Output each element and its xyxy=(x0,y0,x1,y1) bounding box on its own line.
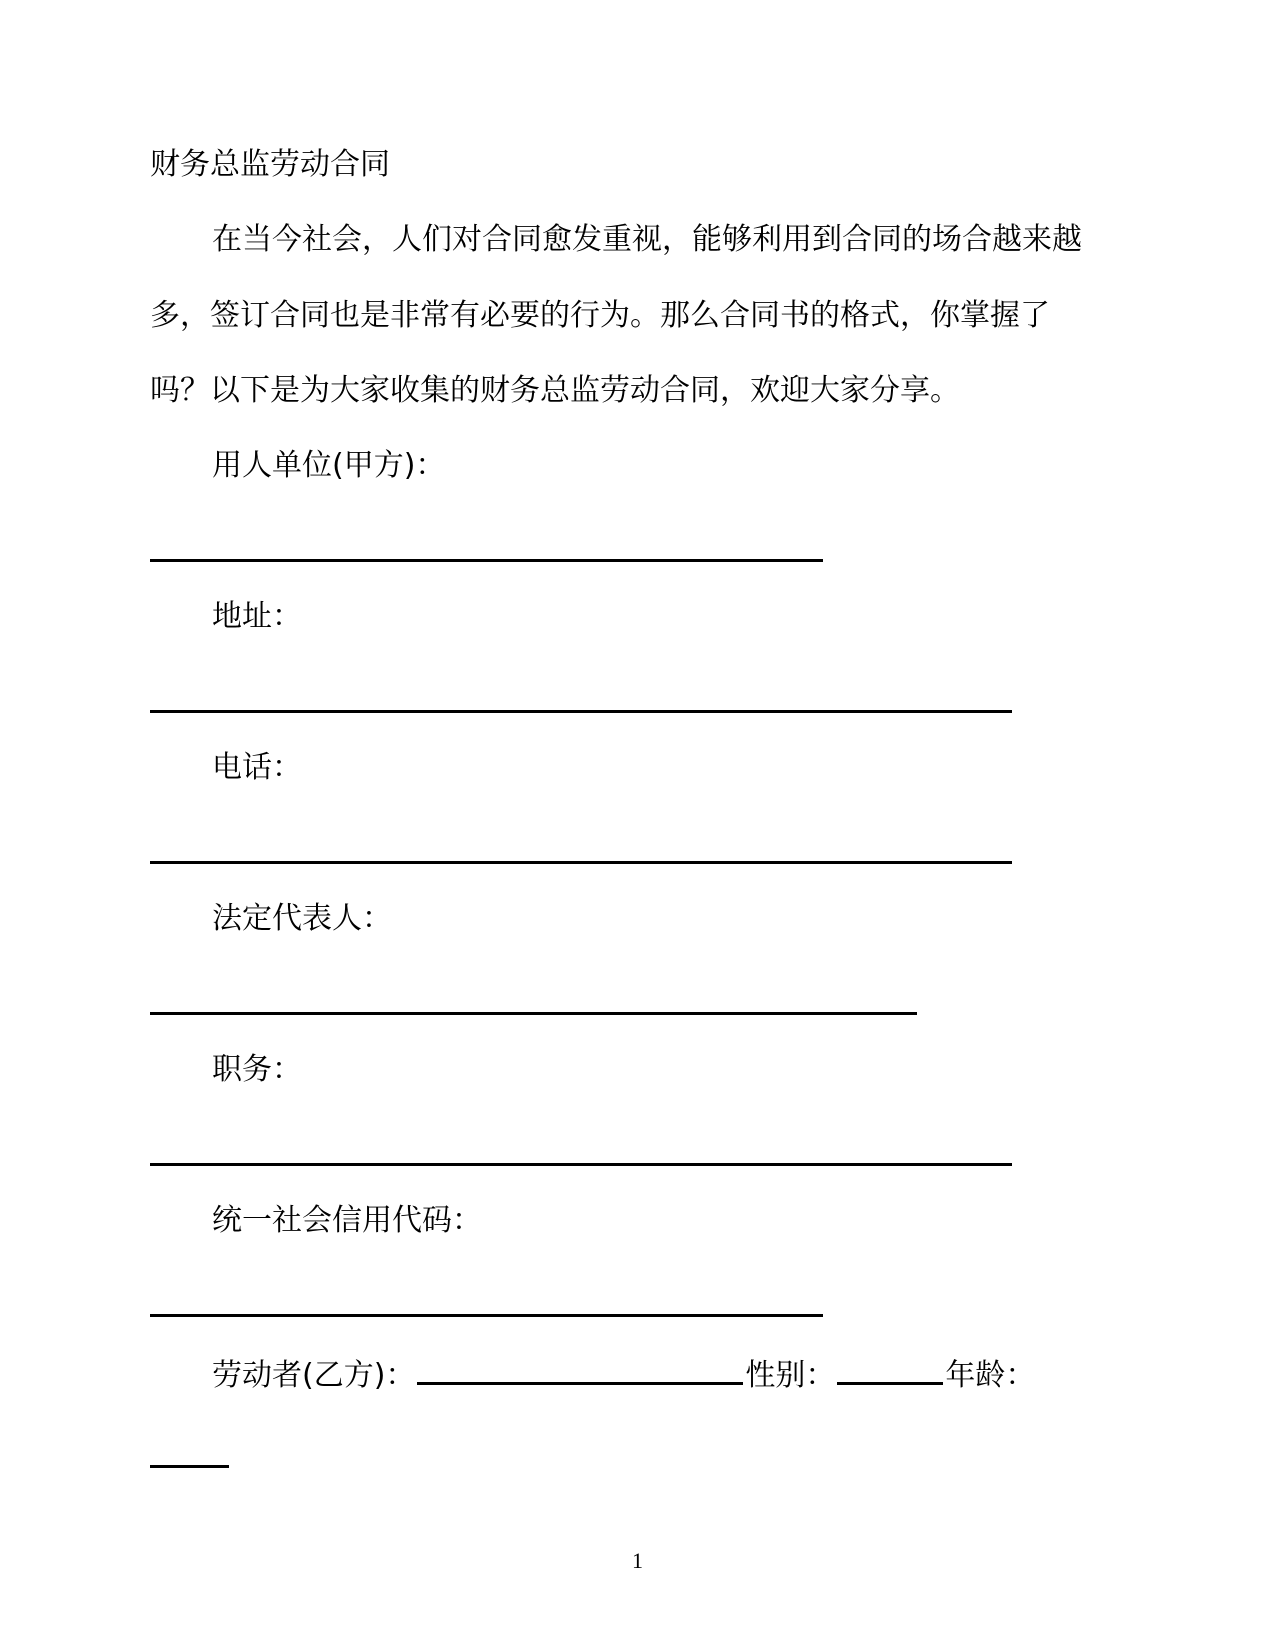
worker-blank-line xyxy=(417,1354,743,1385)
gender-label: 性别： xyxy=(745,1358,836,1393)
phone-blank-line xyxy=(150,861,1012,864)
age-label: 年龄： xyxy=(945,1358,1036,1393)
intro-line-2: 多，签订合同也是非常有必要的行为。那么合同书的格式，你掌握了 xyxy=(150,298,1050,333)
phone-label: 电话： xyxy=(212,750,302,785)
intro-line-3: 吗？以下是为大家收集的财务总监劳动合同，欢迎大家分享。 xyxy=(150,373,960,408)
worker-row xyxy=(212,1354,1035,1394)
address-label: 地址： xyxy=(212,599,302,634)
position-blank-line xyxy=(150,1163,1012,1166)
worker-label: 劳动者(乙方)： xyxy=(212,1358,416,1393)
credit-code-blank-line xyxy=(150,1314,823,1317)
employer-label: 用人单位(甲方)： xyxy=(212,448,446,483)
document-title: 财务总监劳动合同 xyxy=(150,147,390,182)
intro-line-1: 在当今社会，人们对合同愈发重视，能够利用到合同的场合越来越 xyxy=(212,222,1082,257)
address-blank-line xyxy=(150,710,1012,713)
gender-blank-line xyxy=(837,1354,943,1385)
page-number: 1 xyxy=(632,1548,643,1573)
legal-rep-blank-line xyxy=(150,1012,917,1015)
credit-code-label: 统一社会信用代码： xyxy=(212,1203,482,1238)
employer-blank-line xyxy=(150,559,823,562)
age-blank-line xyxy=(150,1465,229,1468)
legal-rep-label: 法定代表人： xyxy=(212,901,392,936)
position-label: 职务： xyxy=(212,1052,302,1087)
